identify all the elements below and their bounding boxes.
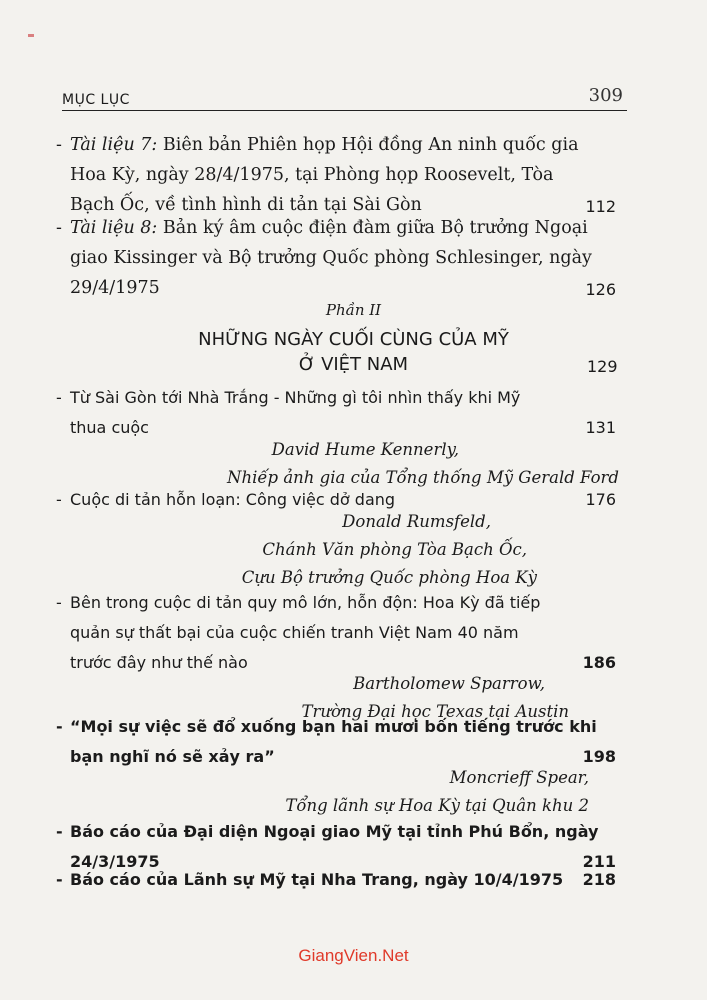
- entry-page-number: 131: [585, 418, 616, 437]
- entry-dash: -: [56, 490, 62, 509]
- author-title: Trường Đại học Texas tại Austin: [301, 702, 569, 721]
- entry-dash: -: [56, 135, 62, 155]
- entry-text: bạn nghĩ nó sẽ xảy ra”: [70, 747, 275, 766]
- entry-page-number: 126: [585, 280, 616, 299]
- entry-dash: -: [56, 717, 63, 736]
- entry-text: thua cuộc: [70, 418, 149, 437]
- toc-entry: [56, 383, 616, 443]
- part-title-line2: Ở VIỆT NAM: [298, 354, 409, 375]
- author-title: Nhiếp ảnh gia của Tổng thống Mỹ Gerald Ford: [227, 468, 619, 487]
- part-label: Phần II: [325, 301, 382, 319]
- toc-entry-doc7: [56, 130, 616, 220]
- author-title: Chánh Văn phòng Tòa Bạch Ốc,: [262, 540, 527, 559]
- entry-text: Báo cáo của Đại diện Ngoại giao Mỹ tại tỉnh Phú Bổn, ngày: [70, 822, 599, 841]
- entry-text: 29/4/1975: [70, 278, 160, 298]
- author-name: Moncrieff Spear,: [449, 768, 589, 787]
- part-page-number: 129: [587, 357, 618, 376]
- author-name: Bartholomew Sparrow,: [353, 674, 545, 693]
- entry-dash: -: [56, 218, 62, 238]
- entry-text: Hoa Kỳ, ngày 28/4/1975, tại Phòng họp Roosevelt, Tòa: [70, 165, 554, 185]
- author-name: Donald Rumsfeld,: [342, 512, 491, 531]
- entry-text: Bản ký âm cuộc điện đàm giữa Bộ trưởng Ngoại: [157, 218, 588, 238]
- entry-text: Cuộc di tản hỗn loạn: Công việc dở dang: [70, 490, 396, 509]
- entry-text: Báo cáo của Lãnh sự Mỹ tại Nha Trang, ngày 10/4/1975: [70, 870, 564, 889]
- author-title: Cựu Bộ trưởng Quốc phòng Hoa Kỳ: [241, 568, 537, 587]
- entry-text: 24/3/1975: [70, 852, 160, 871]
- entry-text: Từ Sài Gòn tới Nhà Trắng - Những gì tôi nhìn thấy khi Mỹ: [70, 388, 521, 407]
- entry-text: quản sự thất bại của cuộc chiến tranh Việt Nam 40 năm: [70, 623, 519, 642]
- entry-page-number: 198: [582, 747, 616, 766]
- entry-text: Bạch Ốc, về tình hình di tản tại Sài Gòn: [70, 195, 422, 215]
- entry-page-number: 218: [582, 870, 616, 889]
- entry-page-number: 176: [585, 490, 616, 509]
- entry-text: “Mọi sự việc sẽ đổ xuống bạn hai mươi bốn tiếng trước khi: [70, 717, 597, 736]
- part-title-line1: NHỮNG NGÀY CUỐI CÙNG CỦA MỸ: [198, 329, 509, 350]
- entry-page-number: 211: [582, 852, 616, 871]
- page-header: [62, 86, 627, 111]
- entry-dash: -: [56, 593, 62, 612]
- entry-label: Tài liệu 8:: [70, 218, 158, 238]
- author-title: Tổng lãnh sự Hoa Kỳ tại Quân khu 2: [285, 796, 589, 815]
- toc-entry-doc8: [56, 213, 616, 303]
- toc-entry: [56, 588, 616, 678]
- page-number: 309: [588, 85, 623, 106]
- author-name: David Hume Kennerly,: [271, 440, 459, 459]
- entry-dash: -: [56, 870, 63, 889]
- entry-text: Biên bản Phiên họp Hội đồng An ninh quốc gia: [157, 135, 579, 155]
- entry-dash: -: [56, 388, 62, 407]
- entry-page-number: 186: [582, 653, 616, 672]
- entry-text: Bên trong cuộc di tản quy mô lớn, hỗn độn: Hoa Kỳ đã tiếp: [70, 593, 541, 612]
- section-title: MỤC LỤC: [62, 92, 130, 108]
- entry-dash: -: [56, 822, 63, 841]
- watermark: GiangVien.Net: [298, 946, 409, 965]
- margin-mark: [28, 34, 34, 37]
- toc-entry: [56, 865, 616, 895]
- entry-text: giao Kissinger và Bộ trưởng Quốc phòng Schlesinger, ngày: [70, 248, 592, 268]
- entry-text: trước đây như thế nào: [70, 653, 248, 672]
- toc-entry: [56, 485, 616, 515]
- entry-page-number: 112: [585, 197, 616, 216]
- toc-entry: [56, 712, 616, 772]
- entry-label: Tài liệu 7:: [70, 135, 158, 155]
